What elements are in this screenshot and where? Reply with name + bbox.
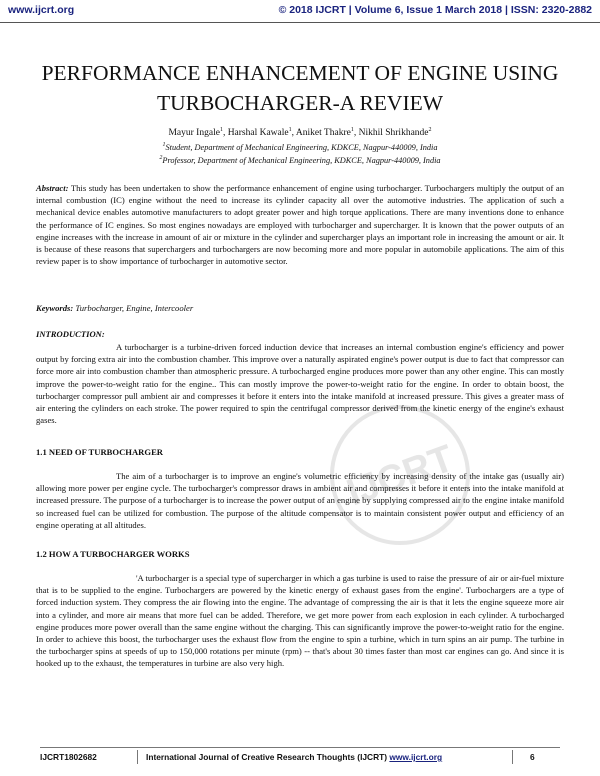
- author-name: Aniket Thakre: [295, 128, 351, 138]
- section-works-text: 'A turbocharger is a special type of supercharger in which a gas turbine is used to raise the pressure of air or air-fuel mixture that is to be supplied to the engine. Turbochargers are powered by the kinetic energy of exhaust gases from the engine'. Turbochargers are a type of forced induction system. They compress the air flowing into the engine. The advantage of compressing the air is that it lets the engine squeeze more air into a cylinder, and more air means that more fuel can be added. Therefore, we get more power from each explosion in each cylinder. A turbocharged engine produces more power overall than the same engine without the charging. This can significantly improve the power-to-weight ratio for the engine. In order to achieve this boost, the turbocharger uses the exhaust flow from the engine to spin a turbine, which in turn spins an air pump. The turbine in the turbocharger spins at speeds of up to 150,000 rotations per minute (rpm) -- that's about 30 times faster than most car engines can go. And since it is hooked up to the exhaust, the temperatures in turbine are also very high.: [36, 573, 564, 669]
- author-list: Mayur Ingale$^1$, Harshal Kawale$^1$, Aniket Thakre$^1$, Nikhil Shrikhande$^2$: [168, 126, 432, 138]
- author-name: Mayur Ingale: [168, 128, 220, 138]
- affil-mark: 1: [162, 142, 166, 149]
- abstract-label: Abstract:: [36, 183, 69, 193]
- affiliation-text: Professor, Department of Mechanical Engineering, KDKCE, Nagpur-440009, India: [162, 156, 441, 165]
- affiliation-student: [0, 143, 600, 152]
- footer-divider: [40, 747, 560, 748]
- author-name: Nikhil Shrikhande: [358, 128, 429, 138]
- keywords: [36, 302, 564, 314]
- affil-mark: 1: [219, 126, 223, 133]
- keywords-text: Turbocharger, Engine, Intercooler: [75, 303, 194, 313]
- paper-title: PERFORMANCE ENHANCEMENT OF ENGINE USING TURBOCHARGER-A REVIEW: [41, 61, 559, 115]
- affiliation-text: Student, Department of Mechanical Engineering, KDKCE, Nagpur-440009, India: [165, 143, 438, 152]
- header-site-link[interactable]: www.ijcrt.org: [8, 4, 75, 16]
- affil-mark: 2: [428, 126, 432, 133]
- introduction-heading: INTRODUCTION:: [36, 329, 105, 339]
- footer-journal-name: International Journal of Creative Research Thoughts (IJCRT): [146, 752, 388, 762]
- header-divider: [0, 22, 600, 23]
- abstract: [36, 182, 564, 267]
- footer-separator: [137, 750, 138, 764]
- affil-mark: 1: [350, 126, 354, 133]
- section-works-heading: 1.2 HOW A TURBOCHARGER WORKS: [36, 549, 190, 559]
- keywords-label: Keywords:: [36, 303, 74, 313]
- affil-mark: 1: [288, 126, 292, 133]
- footer-journal: [146, 752, 442, 762]
- footer-separator: [512, 750, 513, 764]
- footer-page-number: 6: [530, 752, 535, 762]
- footer-paper-id: IJCRT1802682: [40, 752, 97, 762]
- introduction-text: A turbocharger is a turbine-driven forced induction device that increases an internal combustion engine's efficiency and power output by forcing extra air into the combustion chamber. This improve over a naturally aspirated engine's power output is due to fact that compressor can force more air into combustion chamber than atmospheric pressure. A turbocharged engine produces more power than any other engine. This can mostly improve the power-to-weight ratio for the engine.. This can mostly improve the power-to-weight ratio for the engine. In order to obtain boost, the turbocharger compressor pull ambient air and compresses it before it enters into the intake manifold at increased pressure. This gives a greater mass of air entering the cylinders on each stroke. The power required to spin the centrifugal compressor derived from the kinetic energy of the engine's exhaust gases.: [36, 342, 564, 426]
- section-need-text: The aim of a turbocharger is to improve an engine's volumetric efficiency by increasing density of the intake gas (usually air) allowing more power per engine cycle. The turbocharger's compressor draws in ambient air and compresses it before it enters into the intake manifold at increased pressure. The purpose of a turbocharger is to increase the power output of an engine by supplying compressed air to the engine intake manifold so increased fuel can be utilized for combustion. The purpose of the altitude compensator is to maintain consistent power output and efficiency of an engine operating at all altitudes.: [36, 471, 564, 530]
- header-issue-info: © 2018 IJCRT | Volume 6, Issue 1 March 2018 | ISSN: 2320-2882: [278, 4, 592, 16]
- author-name: Harshal Kawale: [227, 128, 289, 138]
- affil-mark: 2: [159, 155, 163, 162]
- affiliation-professor: [0, 156, 600, 165]
- section-need-heading: 1.1 NEED OF TURBOCHARGER: [36, 447, 164, 457]
- footer-url-link[interactable]: www.ijcrt.org: [389, 752, 443, 762]
- watermark-text: IJCRT: [341, 437, 460, 515]
- abstract-text: This study has been undertaken to show the performance enhancement of engine using turbocharger. Turbochargers multiply the output of an internal combustion (IC) engine without the need to increase its cylinder capacity all over the automotive industries. The application of such a mechanical device enables automotive manufacturers to adopt greater power and high torque applications. There are many inventions done to enhance the performance of IC engines. So most engines nowadays are employed with turbocharger and supercharger. It is known that the power outputs of an engine increases with the increase in amount of air or mixture in the cylinder and supercharger plays an important role in increasing the amount or air. It is because of these reasons that superchargers and turbochargers are now becoming more and more popular in automobile applications. The aim of this review paper is to show importance of turbocharger in automotive sector.: [36, 183, 564, 267]
